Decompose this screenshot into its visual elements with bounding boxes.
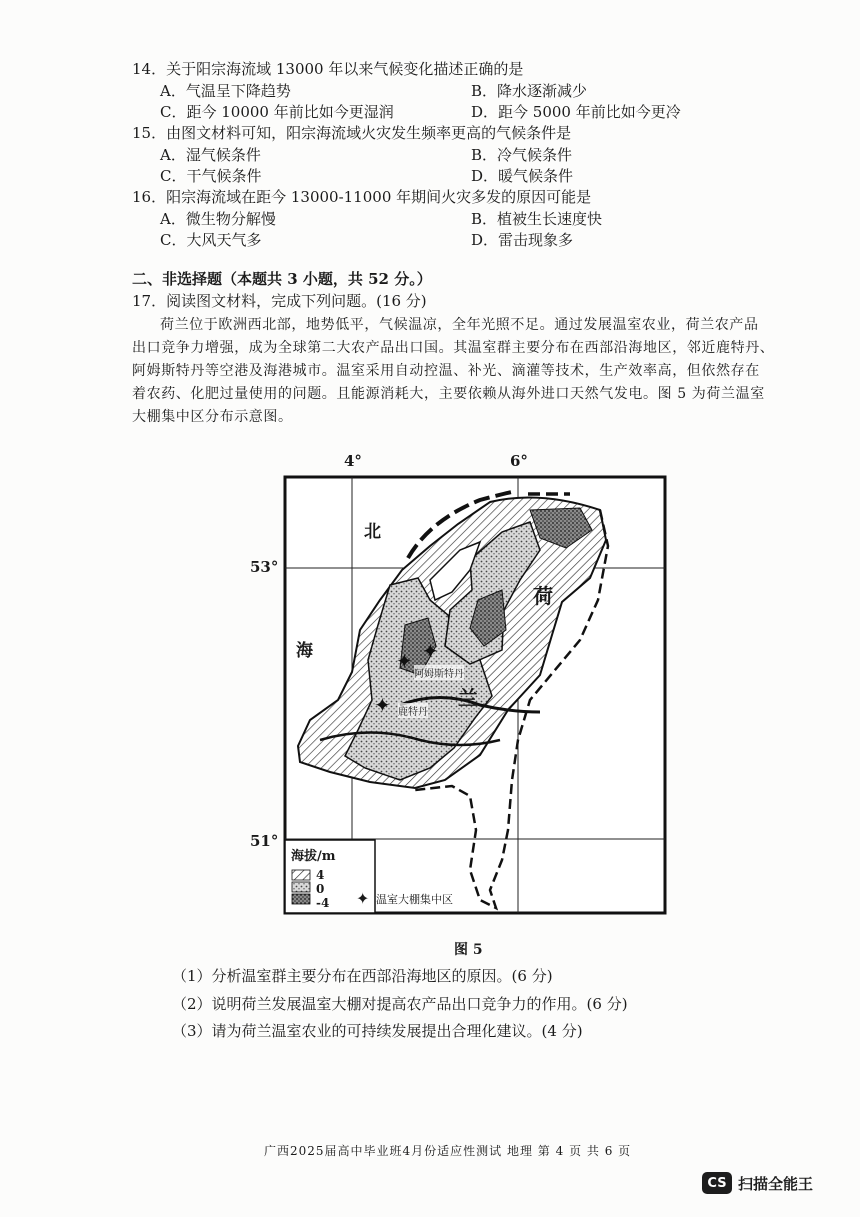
question-15-stem: 15．由图文材料可知，阳宗海流域火灾发生频率更高的气候条件是 bbox=[132, 124, 572, 142]
legend-title: 海拔/m bbox=[291, 849, 336, 864]
legend-value-neg4: -4 bbox=[316, 896, 330, 910]
material-line-5: 大棚集中区分布示意图。 bbox=[132, 409, 293, 425]
watermark-text: 扫描全能王 bbox=[738, 1174, 814, 1193]
page-footer: 广西2025届高中毕业班4月份适应性测试 地理 第 4 页 共 6 页 bbox=[264, 1144, 632, 1158]
country-label-he: 荷 bbox=[533, 584, 553, 608]
lat-label-51: 51° bbox=[250, 832, 279, 850]
question-14-option-b: B．降水逐渐减少 bbox=[471, 82, 588, 100]
lon-label-4: 4° bbox=[344, 452, 362, 470]
greenhouse-marker: ✦ bbox=[374, 693, 391, 717]
question-15-option-c: C．干气候条件 bbox=[160, 167, 262, 185]
subquestion-1: （1）分析温室群主要分布在西部沿海地区的原因。(6 分) bbox=[172, 967, 553, 985]
question-16-option-c: C．大风天气多 bbox=[160, 231, 262, 249]
material-line-1: 荷兰位于欧洲西北部，地势低平，气候温凉，全年光照不足。通过发展温室农业，荷兰农产品 bbox=[160, 317, 759, 333]
city-label-amsterdam: 阿姆斯特丹 bbox=[414, 665, 464, 680]
camscanner-logo-icon: CS bbox=[702, 1172, 732, 1194]
subquestion-3: （3）请为荷兰温室农业的可持续发展提出合理化建议。(4 分) bbox=[172, 1022, 583, 1040]
question-14-option-d: D．距今 5000 年前比如今更冷 bbox=[471, 103, 681, 121]
question-15-option-b: B．冷气候条件 bbox=[471, 146, 573, 164]
legend-marker-icon: ✦ bbox=[356, 889, 370, 908]
question-14-option-c: C．距今 10000 年前比如今更湿润 bbox=[160, 103, 394, 121]
section-title: 二、非选择题（本题共 3 小题，共 52 分。） bbox=[132, 270, 432, 288]
sea-label-north: 北 bbox=[364, 522, 381, 542]
greenhouse-marker: ✦ bbox=[422, 639, 439, 663]
legend-value-0: 0 bbox=[316, 882, 325, 896]
city-label-rotterdam: 鹿特丹 bbox=[398, 703, 428, 718]
question-16-option-a: A．微生物分解慢 bbox=[160, 210, 276, 228]
question-16-option-b: B．植被生长速度快 bbox=[471, 210, 603, 228]
legend-value-4: 4 bbox=[316, 868, 325, 882]
question-17-stem: 17．阅读图文材料，完成下列问题。(16 分) bbox=[132, 292, 427, 310]
greenhouse-marker: ✦ bbox=[396, 649, 413, 673]
scanner-watermark bbox=[702, 1172, 813, 1194]
question-14-option-a: A．气温呈下降趋势 bbox=[160, 82, 291, 100]
sea-label-sea: 海 bbox=[296, 641, 313, 661]
question-15-option-a: A．湿气候条件 bbox=[160, 146, 261, 164]
material-line-4: 着农药、化肥过量使用的问题。且能源消耗大，主要依赖从海外进口天然气发电。图 5 为荷兰温室 bbox=[132, 386, 765, 402]
legend-marker-label: 温室大棚集中区 bbox=[376, 893, 453, 906]
legend-swatch-stipple bbox=[292, 882, 310, 892]
question-15-option-d: D．暖气候条件 bbox=[471, 167, 574, 185]
lon-label-6: 6° bbox=[510, 452, 528, 470]
question-16-stem: 16．阳宗海流域在距今 13000-11000 年期间火灾多发的原因可能是 bbox=[132, 188, 592, 206]
figure-caption: 图 5 bbox=[454, 942, 483, 958]
country-label-lan: 兰 bbox=[458, 686, 478, 710]
question-14-stem: 14．关于阳宗海流域 13000 年以来气候变化描述正确的是 bbox=[132, 60, 524, 78]
material-line-3: 阿姆斯特丹等空港及海港城市。温室采用自动控温、补光、滴灌等技术，生产效率高，但依然存在 bbox=[132, 363, 760, 379]
material-line-2: 出口竞争力增强，成为全球第二大农产品出口国。其温室群主要分布在西部沿海地区，邻近鹿特丹、 bbox=[132, 340, 775, 356]
legend-swatch-hatched bbox=[292, 870, 310, 880]
legend-swatch-dense bbox=[292, 894, 310, 904]
question-16-option-d: D．雷击现象多 bbox=[471, 231, 574, 249]
lat-label-53: 53° bbox=[250, 558, 279, 576]
subquestion-2: （2）说明荷兰发展温室大棚对提高农产品出口竞争力的作用。(6 分) bbox=[172, 995, 628, 1013]
